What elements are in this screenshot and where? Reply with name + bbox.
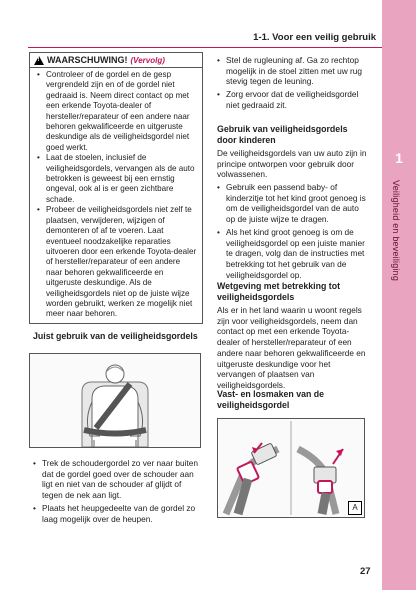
warning-triangle-icon (34, 56, 44, 65)
chapter-title: Veiligheid en beveiliging (391, 180, 401, 282)
fasten-heading: Vast- en losmaken van de veiligheidsgordel (217, 389, 325, 410)
law-text: Als er in het land waarin u woont regels zijn voor veiligheidsgordels, neem dan contact op met een erkende Toyota-dealer of hersteller/reparateur of een andere naar behoren gekwalificeerde en uitgeruste deskundige voor het vervangen of plaatsen van veiligheidsgordels. (217, 305, 366, 390)
children-item: • Gebruik een passend baby- of kinderzitje tot het kind groot genoeg is om de veiligheidsgordel van de auto op de juiste wijze te dragen. (217, 182, 369, 225)
buckle-illustration (217, 418, 365, 518)
children-list (217, 182, 369, 280)
correct-use-heading: Juist gebruik van de veiligheidsgordels (33, 331, 198, 341)
correct-use-item: • Trek de schoudergordel zo ver naar buiten dat de gordel goed over de schouder aan ligt en niet van de schouder af glijdt of tegen de nek aan ligt. (33, 458, 201, 501)
children-text: De veiligheidsgordels van uw auto zijn in principe ontworpen voor gebruik door volwassenen. (217, 148, 367, 180)
seatbelt-illustration (29, 353, 201, 448)
correct-use-item: • Plaats het heupgedeelte van de gordel zo laag mogelijk over de heupen. (33, 503, 201, 524)
warning-list (30, 68, 202, 320)
children-heading: Gebruik van veiligheidsgordels door kinderen (217, 124, 348, 145)
law-heading: Wetgeving met betrekking tot veiligheidsgordels (217, 281, 341, 302)
warning-box (29, 52, 203, 324)
header-rule (28, 47, 383, 48)
section-title: 1-1. Voor een veilig gebruik (253, 32, 376, 43)
children-item: • Als het kind groot genoeg is om de veiligheidsgordel op een juiste manier te dragen, volg dan de instructies met betrekking tot het gebruik van de veiligheidsgordel op. (217, 227, 369, 281)
adjust-list (217, 55, 369, 111)
warning-item: • Probeer de veiligheidsgordels niet zelf te plaatsen, verwijderen, wijzigen of demonteren of af te voeren. Laat eventueel noodzakelijke reparaties uitvoeren door een erkende Toyota-dealer of hersteller/reparateur of een andere naar behoren gekwalificeerde en uitgeruste deskundige. Als de veiligheidsgordels niet op de juiste wijze worden gebruikt, werken ze mogelijk niet meer naar behoren. (37, 205, 198, 319)
warning-title: WAARSCHUWING! (47, 55, 128, 65)
warning-item: • Laat de stoelen, inclusief de veiligheidsgordels, vervangen als de auto betrokken is geweest bij een ernstig ongeval, ook al is er geen zichtbare schade. (37, 153, 198, 205)
adjust-item: • Zorg ervoor dat de veiligheidsgordel niet gedraaid zit. (217, 89, 369, 110)
warning-continued: (Vervolg) (130, 55, 165, 65)
warning-item: • Controleer of de gordel en de gesp vergrendeld zijn en of de gordel niet gedraaid is. Neem direct contact op met een erkende Toyota-dealer of hersteller/reparateur of een andere naar behoren gekwalificeerde en uitgeruste deskundige als de veiligheidsgordel niet goed werkt. (37, 70, 198, 153)
chapter-side-tab (382, 0, 416, 590)
warning-header (30, 53, 202, 68)
adjust-item: • Stel de rugleuning af. Ga zo rechtop mogelijk in de stoel zitten met uw rug stevig tegen de leuning. (217, 55, 369, 87)
page-number: 27 (360, 566, 371, 577)
correct-use-list (33, 458, 201, 524)
chapter-number: 1 (395, 150, 403, 166)
figure-label-a: A (348, 501, 362, 515)
